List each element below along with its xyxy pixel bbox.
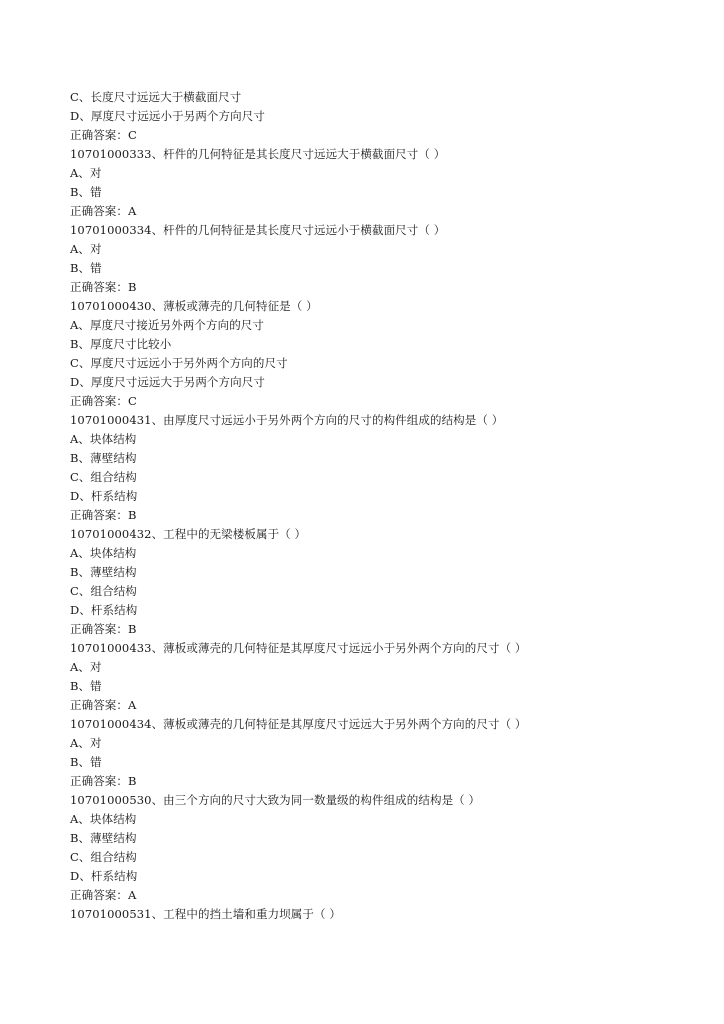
option-line: C、组合结构: [70, 470, 137, 484]
option-line: A、厚度尺寸接近另外两个方向的尺寸: [70, 318, 265, 332]
answer-line: 正确答案：B: [70, 508, 137, 522]
question-line: 10701000432、工程中的无梁楼板属于（ ）: [70, 527, 307, 541]
option-line: A、块体结构: [70, 812, 137, 826]
question-line: 10701000334、杆件的几何特征是其长度尺寸远远小于横截面尺寸（ ）: [70, 223, 446, 237]
option-line: B、错: [70, 679, 102, 693]
answer-line: 正确答案：A: [70, 888, 137, 902]
answer-line: 正确答案：B: [70, 280, 137, 294]
option-line: D、杆系结构: [70, 489, 138, 503]
question-line: 10701000333、杆件的几何特征是其长度尺寸远远大于横截面尺寸（ ）: [70, 147, 446, 161]
option-line: C、组合结构: [70, 584, 137, 598]
option-line: B、错: [70, 261, 102, 275]
option-line: A、对: [70, 660, 102, 674]
option-line: A、块体结构: [70, 546, 137, 560]
option-line: B、错: [70, 185, 102, 199]
answer-line: 正确答案：B: [70, 622, 137, 636]
option-line: C、长度尺寸远远大于横截面尺寸: [70, 90, 242, 104]
option-line: B、错: [70, 755, 102, 769]
option-line: A、对: [70, 736, 102, 750]
option-line: C、厚度尺寸远远小于另外两个方向的尺寸: [70, 356, 288, 370]
answer-line: 正确答案：C: [70, 128, 137, 142]
question-text-block: [70, 88, 690, 924]
option-line: A、对: [70, 242, 102, 256]
option-line: B、厚度尺寸比较小: [70, 337, 172, 351]
option-line: D、厚度尺寸远远大于另两个方向尺寸: [70, 375, 265, 389]
question-line: 10701000430、薄板或薄壳的几何特征是（ ）: [70, 299, 318, 313]
option-line: B、薄壁结构: [70, 565, 137, 579]
question-line: 10701000434、薄板或薄壳的几何特征是其厚度尺寸远远大于另外两个方向的尺寸（ ）: [70, 717, 527, 731]
question-line: 10701000531、工程中的挡土墙和重力坝属于（ ）: [70, 907, 341, 921]
option-line: D、杆系结构: [70, 869, 138, 883]
question-line: 10701000433、薄板或薄壳的几何特征是其厚度尺寸远远小于另外两个方向的尺寸（ ）: [70, 641, 527, 655]
option-line: D、厚度尺寸远远小于另两个方向尺寸: [70, 109, 265, 123]
question-line: 10701000431、由厚度尺寸远远小于另外两个方向的尺寸的构件组成的结构是（ ）: [70, 413, 504, 427]
option-line: D、杆系结构: [70, 603, 138, 617]
answer-line: 正确答案：C: [70, 394, 137, 408]
option-line: A、对: [70, 166, 102, 180]
question-line: 10701000530、由三个方向的尺寸大致为同一数量级的构件组成的结构是（ ）: [70, 793, 481, 807]
option-line: A、块体结构: [70, 432, 137, 446]
answer-line: 正确答案：B: [70, 774, 137, 788]
option-line: C、组合结构: [70, 850, 137, 864]
option-line: B、薄壁结构: [70, 831, 137, 845]
answer-line: 正确答案：A: [70, 698, 137, 712]
answer-line: 正确答案：A: [70, 204, 137, 218]
option-line: B、薄壁结构: [70, 451, 137, 465]
